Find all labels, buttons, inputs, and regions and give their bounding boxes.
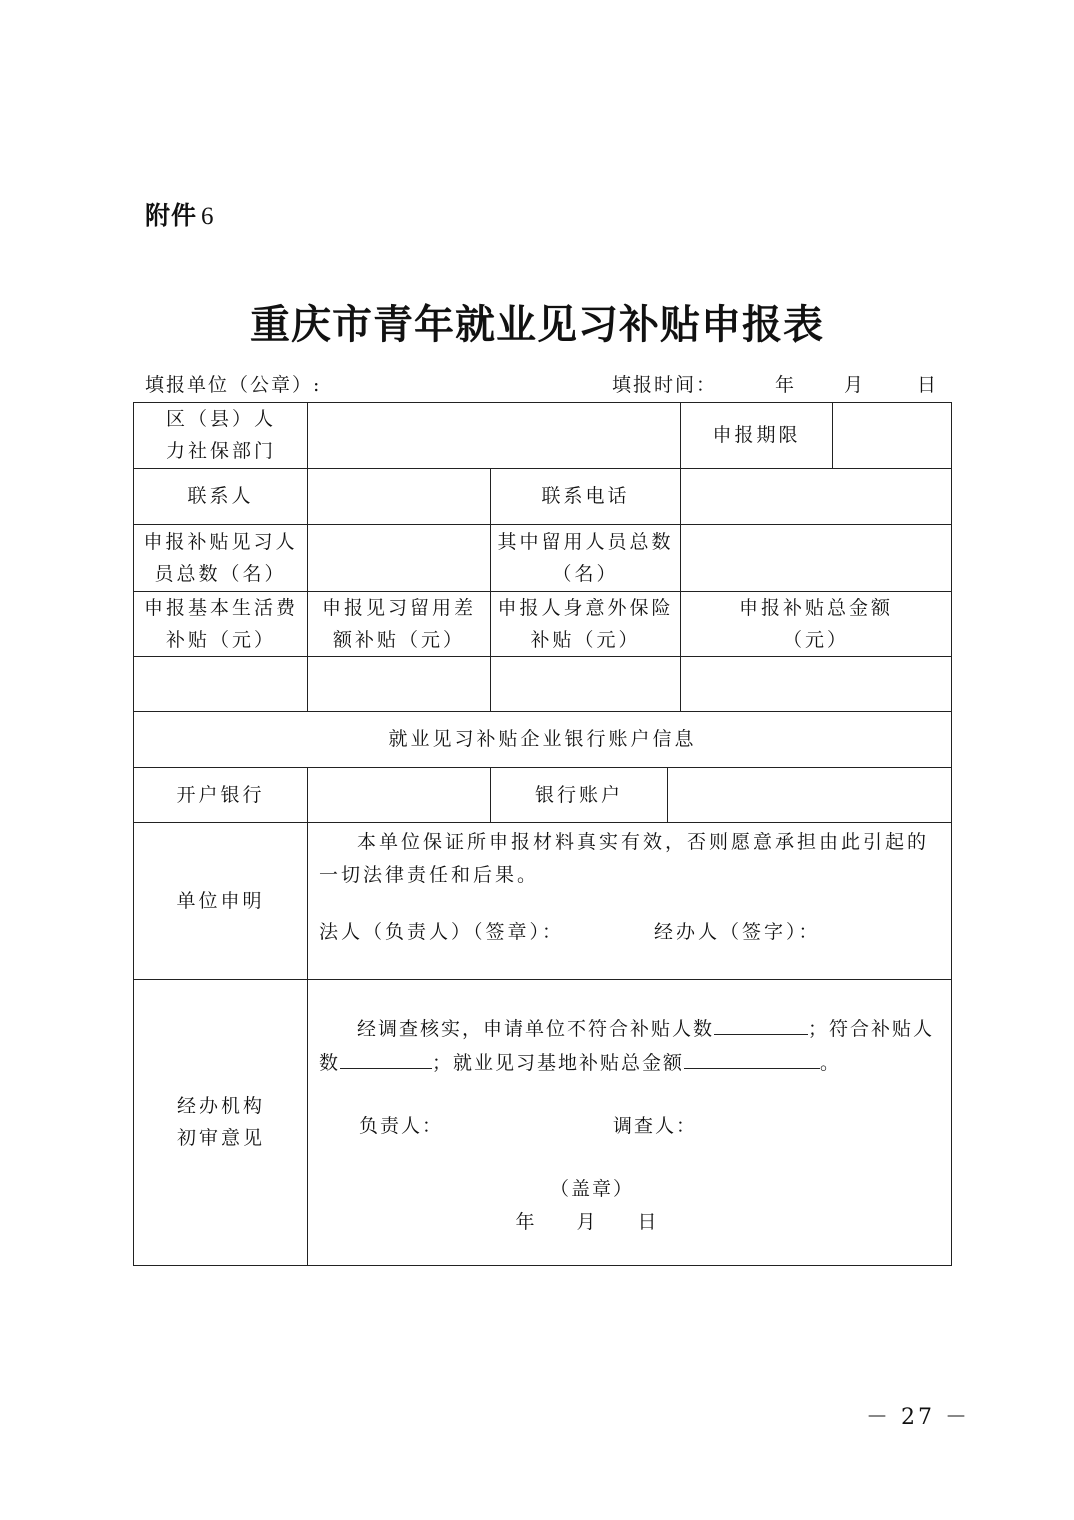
total-amount-value[interactable] <box>681 656 951 711</box>
bank-info-header: 就业见习补贴企业银行账户信息 <box>388 728 697 750</box>
contact-value[interactable] <box>308 468 490 524</box>
qualifying-count-blank[interactable] <box>340 1046 432 1069</box>
bank-label: 开户银行 <box>176 783 265 806</box>
living-subsidy-label: 申报基本生活费补贴（元） <box>143 596 298 651</box>
total-amount-blank[interactable] <box>684 1046 820 1069</box>
investigator: 调查人： <box>613 1115 698 1137</box>
stamp-label: （盖章） <box>549 1178 634 1200</box>
account-label: 银行账户 <box>534 783 623 806</box>
phone-label: 联系电话 <box>541 485 630 507</box>
phone-value[interactable] <box>681 468 951 524</box>
retained-label: 其中留用人员总数（名） <box>497 530 674 585</box>
retention-diff-label: 申报见习留用差额补贴（元） <box>321 596 476 651</box>
living-subsidy-value[interactable] <box>134 656 307 711</box>
total-amount-label: 申报补贴总金额（元） <box>738 596 893 651</box>
reporting-time: 填报时间： 年 月 日 <box>612 374 939 396</box>
total-trainees-label: 申报补贴见习人员总数（名） <box>143 530 298 585</box>
review-body: 经调查核实，申请单位不符合补贴人数 ；符合补贴人数 ；就业见习基地补贴总金额 。 负责人： 调查人： （盖章） 年 月 日 <box>319 1012 945 1239</box>
declaration-body <box>319 826 945 949</box>
handler-signature: 经办人（签字）： <box>654 921 821 943</box>
district-dept-label: 区（县）人力社保部门 <box>165 408 276 462</box>
review-date: 年 月 日 <box>515 1211 659 1233</box>
legal-person-signature: 法人（负责人）（签章）： <box>319 921 565 943</box>
reporting-unit-label: 填报单位（公章）: <box>145 374 322 396</box>
period-label: 申报期限 <box>712 424 801 446</box>
declaration-text: 本单位保证所申报材料真实有效，否则愿意承担由此引起的一切法律责任和后果。 <box>319 831 930 886</box>
review-label: 经办机构初审意见 <box>177 1095 266 1149</box>
contact-label: 联系人 <box>187 485 254 507</box>
page-number: － 27 － <box>866 1405 970 1430</box>
responsible-person: 负责人： <box>359 1115 444 1137</box>
district-dept-value[interactable] <box>308 402 680 468</box>
retention-diff-value[interactable] <box>308 656 490 711</box>
insurance-value[interactable] <box>491 656 680 711</box>
retained-value[interactable] <box>681 524 951 591</box>
subsidy-form-table <box>133 402 952 1266</box>
non-qualifying-count-blank[interactable] <box>714 1012 808 1035</box>
declaration-label: 单位申明 <box>176 889 265 912</box>
insurance-label: 申报人身意外保险补贴（元） <box>497 596 674 651</box>
period-value[interactable] <box>833 402 951 468</box>
bank-value[interactable] <box>308 767 490 822</box>
total-trainees-value[interactable] <box>308 524 490 591</box>
form-title: 重庆市青年就业见习补贴申报表 <box>250 301 824 348</box>
attachment-label: 附件 6 <box>145 201 215 230</box>
account-value[interactable] <box>668 767 951 822</box>
